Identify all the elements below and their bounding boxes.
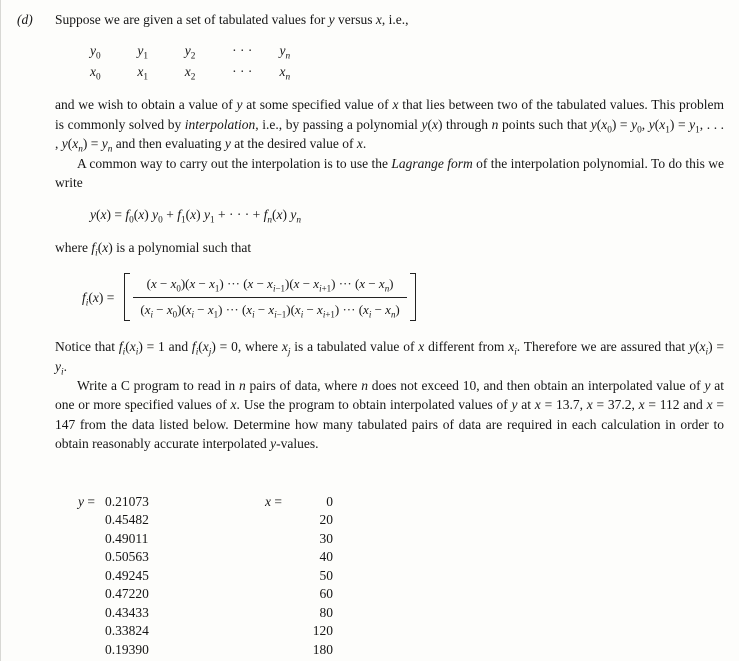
x-term-1: $x_1$ [137,64,149,84]
spacer [78,623,105,642]
y-value: 0.43433 [105,604,149,620]
problem-content [55,10,724,660]
left-bracket [124,273,130,321]
para-intro: Suppose we are given a set of tabulated values for y versus x, i.e., [55,12,409,27]
y-value: 0.50563 [105,549,149,565]
spacer [78,568,105,587]
table-row [78,531,333,550]
x-value: 60 [319,586,333,602]
table-row [78,642,333,661]
x-value: 40 [319,549,333,565]
scan-edge-line [0,0,1,661]
table-row [78,623,333,642]
para-interpolation: and we wish to obtain a value of y at some specified value of x that lies between two of the tabulated values. This problem is commonly solved by interpolation, i.e., by passing a polynomial y(x) through n points such that $y(x_0) = y_0$, $y(x_1) = y_1$, . . . , $y(x_n) = y_n$ and then evaluating y at the desired value of x. [55,97,725,155]
spacer [78,642,105,661]
y-value: 0.47220 [105,586,149,602]
y-value: 0.33824 [105,623,149,639]
spacer [78,549,105,568]
x-value: 0 [326,493,333,509]
spacer [265,568,297,587]
problem-part-d [17,10,724,660]
y-term-2: $y_2$ [184,43,196,63]
tabulated-y-row [90,41,724,62]
spacer [265,531,297,550]
spacer [265,586,297,605]
y-value: 0.21073 [105,493,149,509]
right-bracket [410,273,416,321]
x-term-2: $x_2$ [184,64,196,84]
spacer [78,586,105,605]
table-row [78,586,333,605]
equation-lhs: $f_i(x)$ = [82,289,115,309]
para-notice: Notice that $f_i(x_i) = 1$ and $f_i(x_j) = 0$, where $x_j$ is a tabulated value of x different from $x_i$. Therefore we are assured that $y(x_i) = y_i$. [55,339,724,378]
spacer [265,642,297,661]
table-row [78,549,333,568]
y-value: 0.49245 [105,567,149,583]
x-column-label: x = [265,493,282,509]
x-term-n: $x_n$ [279,64,291,84]
y-term-1: $y_1$ [137,43,149,63]
tabulated-x-row [90,62,724,83]
x-value: 80 [319,604,333,620]
ellipsis: · · · [232,64,253,80]
x-value: 120 [312,623,333,639]
para-lagrange: A common way to carry out the interpolation is to use the Lagrange form of the interpolation polynomial. To do this we write [55,155,724,191]
table-row [78,568,333,587]
x-value: 180 [312,641,333,657]
y-column-label: y = [78,493,95,509]
y-value: 0.49011 [105,530,149,546]
ellipsis: · · · [232,43,253,59]
y-value: 0.19390 [105,641,149,657]
spacer [78,512,105,531]
data-table [78,494,333,661]
x-value: 50 [319,567,333,583]
para-assignment: Write a C program to read in n pairs of data, where n does not exceed 10, and then obtain an interpolated value of y at one or more specified values of x. Use the program to obtain interpolated values of y at x = 13.7, x = 37.2, x = 112 and x = 147 from the data listed below. Determine how many tabulated pairs of data are required in each calculation in order to obtain reasonably accurate interpolated y-values. [55,378,725,452]
table-row [78,605,333,624]
fraction-denominator: $(x_i - x_0)(x_i - x_1)$ ··· $(x_i - x_{i-1})(x_i - x_{i+1})$ ··· $(x_i - x_n)$ [140,302,400,320]
y-term-n: $y_n$ [279,43,291,63]
table-row [78,494,333,513]
para-where: where $f_i(x)$ is a polynomial such that [55,239,252,259]
spacer [265,512,297,531]
fraction [133,273,406,321]
spacer [78,531,105,550]
x-value: 30 [319,530,333,546]
spacer [78,605,105,624]
spacer [265,605,297,624]
table-row [78,512,333,531]
x-term-0: $x_0$ [90,64,101,84]
x-value: 20 [319,512,333,528]
eq-lagrange-basis [82,273,724,321]
y-term-0: $y_0$ [90,43,101,63]
spacer [265,623,297,642]
spacer [265,549,297,568]
tabulated-values [90,41,724,83]
y-value: 0.45482 [105,512,149,528]
eq-lagrange-sum: $y(x) = f_0(x) y_0 + f_1(x) y_1$ + · · · + $f_n(x)$ $y_n$ [90,207,302,227]
item-label: (d) [17,12,33,27]
fraction-numerator: $(x - x_0)(x - x_1)$ ··· $(x - x_{i-1})(x - x_{i+1})$ ··· $(x - x_n)$ [133,273,406,298]
